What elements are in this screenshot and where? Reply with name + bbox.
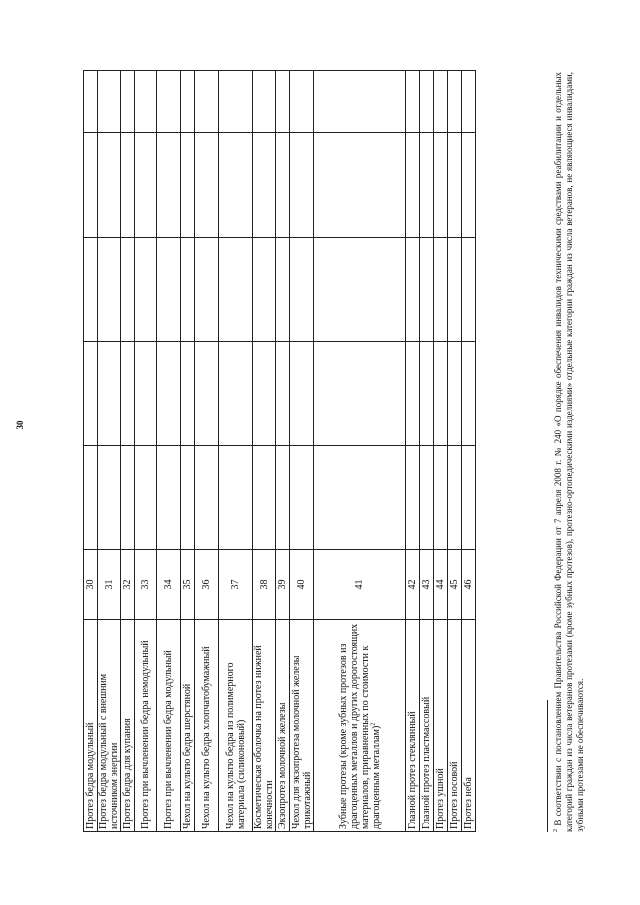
empty-cell — [253, 446, 276, 550]
empty-cell — [314, 71, 406, 133]
empty-cell — [219, 238, 253, 342]
item-number: 45 — [448, 550, 462, 620]
table-row — [195, 71, 219, 832]
empty-cell — [84, 446, 98, 550]
empty-cell — [219, 342, 253, 446]
item-name: Протез при вычленении бедра модульный — [163, 650, 174, 829]
item-name-cell — [219, 620, 253, 832]
empty-cell — [434, 71, 448, 133]
empty-cell — [420, 71, 434, 133]
item-name: Протез при вычленении бедра немодульный — [140, 640, 151, 829]
empty-cell — [290, 71, 314, 133]
empty-cell — [448, 133, 462, 238]
empty-cell — [253, 238, 276, 342]
item-name: Зубные протезы (кроме зубных протезов из драгоценных металлов и других дорогостоящих материалов, приравненных по стоимости к драгоценным металлам) — [337, 623, 382, 829]
empty-cell — [219, 446, 253, 550]
empty-cell — [121, 133, 135, 238]
empty-cell — [406, 342, 420, 446]
empty-cell — [121, 71, 135, 133]
item-name: Глазной протез пластмассовый — [421, 696, 432, 829]
table-row — [98, 71, 121, 832]
empty-cell — [253, 342, 276, 446]
empty-cell — [462, 342, 476, 446]
empty-cell — [121, 238, 135, 342]
item-number: 38 — [253, 550, 276, 620]
empty-cell — [434, 342, 448, 446]
empty-cell — [98, 71, 121, 133]
item-number: 35 — [181, 550, 195, 620]
item-name: Чехол для экзопротеза молочной железы трикотажный — [290, 655, 313, 829]
empty-cell — [84, 71, 98, 133]
table-row — [406, 71, 420, 832]
empty-cell — [276, 133, 290, 238]
item-number: 46 — [462, 550, 476, 620]
empty-cell — [135, 71, 157, 133]
empty-cell — [98, 238, 121, 342]
empty-cell — [157, 342, 181, 446]
empty-cell — [98, 133, 121, 238]
footnote-text: В соответствии с постановлением Правительства Российской Федерации от 7 апреля 2008 г. № 240 «О порядке обеспечения инвалидов техническими средствами реабилитации и отдельных категорий граждан из числа ветеранов протезами (кроме зубных протезов), протезно-ортопедическими изделиями» отдельные категории граждан из числа ветеранов, не являющиеся инвалидами, зубными протезами не обеспечиваются. — [553, 72, 585, 832]
item-name-cell — [157, 620, 181, 832]
item-number: 30 — [84, 550, 98, 620]
empty-cell — [195, 238, 219, 342]
empty-cell — [406, 133, 420, 238]
empty-cell — [290, 238, 314, 342]
prosthesis-table — [83, 70, 476, 832]
table-row — [276, 71, 290, 832]
empty-cell — [135, 342, 157, 446]
empty-cell — [314, 342, 406, 446]
empty-cell — [314, 446, 406, 550]
item-name-cell — [314, 620, 406, 832]
empty-cell — [448, 342, 462, 446]
empty-cell — [253, 71, 276, 133]
empty-cell — [181, 238, 195, 342]
empty-cell — [462, 133, 476, 238]
table-body — [84, 71, 476, 832]
empty-cell — [195, 71, 219, 133]
footnote-marker: 2 — [553, 829, 559, 832]
empty-cell — [195, 446, 219, 550]
item-number: 40 — [290, 550, 314, 620]
item-name-cell — [276, 620, 290, 832]
empty-cell — [181, 446, 195, 550]
empty-cell — [98, 342, 121, 446]
empty-cell — [276, 238, 290, 342]
empty-cell — [276, 446, 290, 550]
item-name: Протез бедра модульный с внешним источником энергии — [98, 673, 120, 829]
empty-cell — [420, 238, 434, 342]
item-number: 37 — [219, 550, 253, 620]
item-number: 32 — [121, 550, 135, 620]
empty-cell — [276, 71, 290, 133]
empty-cell — [84, 342, 98, 446]
table-row — [181, 71, 195, 832]
empty-cell — [157, 446, 181, 550]
empty-cell — [181, 71, 195, 133]
empty-cell — [462, 238, 476, 342]
empty-cell — [314, 133, 406, 238]
empty-cell — [462, 71, 476, 133]
item-name-cell — [290, 620, 314, 832]
empty-cell — [121, 342, 135, 446]
empty-cell — [181, 133, 195, 238]
table-row — [420, 71, 434, 832]
footnote-ref: 2 — [370, 722, 377, 726]
empty-cell — [448, 71, 462, 133]
item-name-cell — [462, 620, 476, 832]
empty-cell — [290, 133, 314, 238]
table-row — [290, 71, 314, 832]
empty-cell — [219, 133, 253, 238]
item-number: 36 — [195, 550, 219, 620]
table-row — [121, 71, 135, 832]
empty-cell — [314, 238, 406, 342]
empty-cell — [157, 238, 181, 342]
table-row — [462, 71, 476, 832]
empty-cell — [434, 446, 448, 550]
empty-cell — [157, 133, 181, 238]
empty-cell — [406, 71, 420, 133]
empty-cell — [181, 342, 195, 446]
item-name: Чехол на культю бедра хлопчатобумажный — [201, 646, 212, 829]
empty-cell — [98, 446, 121, 550]
empty-cell — [420, 133, 434, 238]
empty-cell — [420, 446, 434, 550]
table-row — [448, 71, 462, 832]
page-number: 30 — [15, 420, 25, 430]
item-name: Протез бедра для купания — [122, 718, 133, 829]
item-name-cell — [434, 620, 448, 832]
item-name: Чехол на культю бедра из полимерного материала (силиконовый) — [224, 662, 247, 829]
item-number: 41 — [314, 550, 406, 620]
empty-cell — [434, 238, 448, 342]
item-name-cell — [181, 620, 195, 832]
empty-cell — [448, 238, 462, 342]
empty-cell — [195, 133, 219, 238]
table-row — [253, 71, 276, 832]
item-name: Протез бедра модульный — [85, 722, 96, 829]
item-name: Косметическая оболочка на протез нижней конечности — [253, 645, 275, 829]
footnote-rule — [547, 700, 548, 832]
empty-cell — [253, 133, 276, 238]
empty-cell — [84, 133, 98, 238]
table-row — [219, 71, 253, 832]
item-number: 39 — [276, 550, 290, 620]
item-name-cell — [406, 620, 420, 832]
item-name-cell — [121, 620, 135, 832]
item-number: 44 — [434, 550, 448, 620]
item-number: 33 — [135, 550, 157, 620]
item-name-cell — [84, 620, 98, 832]
empty-cell — [157, 71, 181, 133]
item-number: 31 — [98, 550, 121, 620]
item-name: Глазной протез стеклянный — [407, 711, 418, 829]
empty-cell — [420, 342, 434, 446]
item-name-cell — [195, 620, 219, 832]
table-row — [84, 71, 98, 832]
empty-cell — [290, 342, 314, 446]
empty-cell — [448, 446, 462, 550]
item-number: 43 — [420, 550, 434, 620]
empty-cell — [135, 133, 157, 238]
item-name: Протез неба — [463, 777, 474, 829]
item-number: 34 — [157, 550, 181, 620]
item-name: Протез ушной — [435, 768, 446, 829]
item-name: Чехол на культю бедра шерстяной — [182, 683, 193, 829]
table-row — [135, 71, 157, 832]
table-row — [157, 71, 181, 832]
item-name-cell — [135, 620, 157, 832]
empty-cell — [276, 342, 290, 446]
table-row — [434, 71, 448, 832]
footnote — [553, 72, 586, 832]
item-name-cell — [420, 620, 434, 832]
empty-cell — [195, 342, 219, 446]
empty-cell — [406, 446, 420, 550]
empty-cell — [462, 446, 476, 550]
empty-cell — [121, 446, 135, 550]
empty-cell — [290, 446, 314, 550]
item-number: 42 — [406, 550, 420, 620]
empty-cell — [219, 71, 253, 133]
empty-cell — [406, 238, 420, 342]
item-name: Экзопротез молочной железы — [277, 702, 288, 829]
empty-cell — [135, 238, 157, 342]
item-name-cell — [253, 620, 276, 832]
item-name: Протез носовой — [449, 761, 460, 829]
empty-cell — [135, 446, 157, 550]
empty-cell — [84, 238, 98, 342]
item-name-cell — [98, 620, 121, 832]
table-row — [314, 71, 406, 832]
item-name-cell — [448, 620, 462, 832]
empty-cell — [434, 133, 448, 238]
